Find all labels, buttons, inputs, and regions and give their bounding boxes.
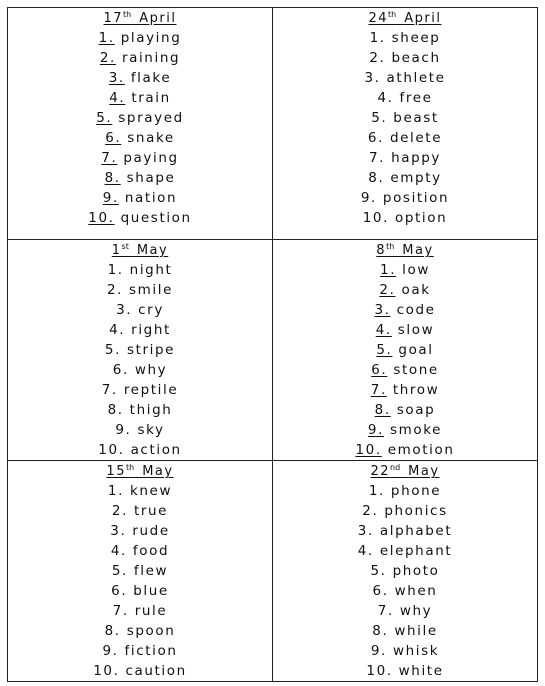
week-date-heading <box>273 242 537 260</box>
table-row <box>8 240 538 461</box>
spelling-word-item <box>273 300 537 320</box>
spelling-word-item <box>8 360 272 380</box>
word-number: 9. <box>370 643 387 659</box>
spelling-word-item <box>8 561 272 581</box>
spelling-word-item <box>273 68 537 88</box>
spelling-word-item <box>8 68 272 88</box>
spelling-word: cry <box>138 302 164 318</box>
word-number: 10. <box>366 663 393 679</box>
word-number: 4. <box>377 90 394 106</box>
word-number: 3. <box>108 70 125 86</box>
word-number: 8. <box>107 402 124 418</box>
week-date-heading <box>8 463 272 481</box>
word-number: 6. <box>371 362 388 378</box>
word-number: 6. <box>367 130 384 146</box>
spelling-word: throw <box>392 382 440 398</box>
spelling-word-item <box>273 581 537 601</box>
spelling-word-item <box>8 208 272 228</box>
word-number: 4. <box>109 322 126 338</box>
spelling-word-item <box>273 280 537 300</box>
word-number: 4. <box>109 90 126 106</box>
word-number: 5. <box>376 342 393 358</box>
word-number: 8. <box>104 170 121 186</box>
spelling-word-item <box>273 208 537 228</box>
word-number: 4. <box>375 322 392 338</box>
spelling-word: position <box>382 190 450 206</box>
date-suffix: th <box>388 10 397 19</box>
spelling-word-item <box>273 108 537 128</box>
spelling-word: alphabet <box>379 523 453 539</box>
spelling-word-item <box>273 501 537 521</box>
word-number: 1. <box>107 262 124 278</box>
spelling-word: beach <box>391 50 441 66</box>
spelling-word: beast <box>393 110 439 126</box>
spelling-word-item <box>8 601 272 621</box>
date-day: 24 <box>368 11 389 26</box>
week-cell <box>8 240 273 461</box>
spelling-word: soap <box>396 402 436 418</box>
spelling-word: right <box>131 322 171 338</box>
spelling-word-item <box>273 561 537 581</box>
spelling-word: flake <box>130 70 172 86</box>
spelling-word-list <box>8 481 272 681</box>
word-number: 1. <box>380 262 397 278</box>
spelling-word-item <box>8 320 272 340</box>
spelling-word: fiction <box>124 643 178 659</box>
word-number: 2. <box>379 282 396 298</box>
spelling-word-item <box>273 48 537 68</box>
word-number: 9. <box>102 190 119 206</box>
spelling-word: question <box>120 210 192 226</box>
spelling-word: sky <box>137 422 165 438</box>
spelling-word: knew <box>129 483 173 499</box>
spelling-word-item <box>8 260 272 280</box>
spelling-word: emotion <box>387 442 455 458</box>
word-number: 10. <box>362 210 389 226</box>
week-date-heading <box>273 10 537 28</box>
date-day: 22 <box>370 464 390 479</box>
spelling-word: slow <box>397 322 435 338</box>
spelling-word-item <box>8 641 272 661</box>
week-date-heading <box>8 242 272 260</box>
word-number: 6. <box>105 130 122 146</box>
spelling-word: stripe <box>126 342 176 358</box>
spelling-word: shape <box>126 170 176 186</box>
word-number: 6. <box>112 362 129 378</box>
spelling-word: rude <box>132 523 170 539</box>
spelling-word: spoon <box>126 623 176 639</box>
word-number: 3. <box>364 70 381 86</box>
week-date-heading <box>8 10 272 28</box>
date-gap <box>400 464 408 479</box>
date-day: 15 <box>106 464 126 479</box>
spelling-word-item <box>273 400 537 420</box>
word-number: 7. <box>112 603 129 619</box>
spelling-word-item <box>273 661 537 681</box>
spelling-word-item <box>273 380 537 400</box>
spelling-word-item <box>273 621 537 641</box>
date-day: 1 <box>111 243 122 258</box>
spelling-word-item <box>273 88 537 108</box>
word-number: 6. <box>111 583 128 599</box>
word-number: 3. <box>116 302 133 318</box>
spelling-word-item <box>8 168 272 188</box>
spelling-word: caution <box>125 663 187 679</box>
word-number: 2. <box>111 503 128 519</box>
spelling-word-item <box>273 28 537 48</box>
spelling-word-item <box>8 188 272 208</box>
spelling-word: photo <box>392 563 440 579</box>
spelling-word-list <box>8 260 272 460</box>
word-number: 2. <box>369 50 386 66</box>
spelling-word-item <box>273 641 537 661</box>
spelling-word: low <box>402 262 430 278</box>
spelling-word: why <box>134 362 168 378</box>
spelling-word-item <box>8 128 272 148</box>
word-number: 5. <box>371 110 388 126</box>
word-number: 5. <box>96 110 113 126</box>
date-suffix: th <box>123 10 132 19</box>
spelling-word: why <box>399 603 433 619</box>
spelling-word: reptile <box>123 382 179 398</box>
word-number: 4. <box>110 543 127 559</box>
date-suffix: st <box>121 242 129 251</box>
word-number: 10. <box>98 442 125 458</box>
spelling-word-item <box>273 128 537 148</box>
word-number: 10. <box>355 442 382 458</box>
spelling-word-list <box>273 481 537 681</box>
week-date-heading <box>273 463 537 481</box>
spelling-word: smile <box>129 282 174 298</box>
spelling-word-item <box>273 260 537 280</box>
spelling-word-item <box>273 148 537 168</box>
spelling-word-item <box>273 340 537 360</box>
word-number: 8. <box>372 623 389 639</box>
date-month: May <box>402 243 434 258</box>
spelling-word-item <box>8 380 272 400</box>
spelling-word-item <box>8 88 272 108</box>
word-number: 2. <box>362 503 379 519</box>
spelling-word-item <box>273 440 537 460</box>
week-cell <box>8 8 273 240</box>
spelling-word: delete <box>389 130 443 146</box>
spelling-word-item <box>8 621 272 641</box>
word-number: 3. <box>374 302 391 318</box>
word-number: 10. <box>88 210 115 226</box>
word-number: 1. <box>107 483 124 499</box>
word-number: 9. <box>367 422 384 438</box>
week-cell <box>273 240 538 461</box>
word-number: 8. <box>368 170 385 186</box>
spelling-word: stone <box>393 362 439 378</box>
week-cell <box>8 461 273 682</box>
spelling-word-item <box>8 400 272 420</box>
spelling-word: true <box>133 503 169 519</box>
spelling-word: night <box>129 262 173 278</box>
week-cell <box>273 461 538 682</box>
spelling-word: sprayed <box>118 110 184 126</box>
spelling-word-item <box>273 168 537 188</box>
date-month: April <box>139 11 177 26</box>
word-number: 4. <box>357 543 374 559</box>
word-number: 5. <box>104 342 121 358</box>
spelling-word-item <box>8 420 272 440</box>
spelling-word-item <box>8 48 272 68</box>
spelling-word: while <box>394 623 438 639</box>
spelling-word-item <box>273 481 537 501</box>
date-month: May <box>136 243 169 258</box>
spelling-word: sheep <box>391 30 441 46</box>
spelling-word-item <box>8 300 272 320</box>
table-row <box>8 461 538 682</box>
spelling-word: thigh <box>129 402 173 418</box>
date-month: April <box>404 11 442 26</box>
spelling-word-item <box>8 108 272 128</box>
date-day: 17 <box>103 11 124 26</box>
spelling-word: option <box>394 210 448 226</box>
date-suffix: th <box>125 463 135 472</box>
spelling-word-item <box>8 440 272 460</box>
spelling-word-item <box>273 420 537 440</box>
spelling-word: blue <box>133 583 169 599</box>
spelling-word: goal <box>398 342 434 358</box>
spelling-word: phone <box>390 483 442 499</box>
word-number: 3. <box>110 523 127 539</box>
word-number: 7. <box>101 150 118 166</box>
word-number: 2. <box>106 282 124 298</box>
word-number: 10. <box>93 663 120 679</box>
spelling-word: smoke <box>390 422 443 438</box>
spelling-word: flew <box>133 563 169 579</box>
word-number: 7. <box>368 150 386 166</box>
word-number: 6. <box>372 583 389 599</box>
spelling-word: phonics <box>384 503 448 519</box>
date-gap <box>129 243 137 258</box>
spelling-word: food <box>132 543 170 559</box>
word-number: 9. <box>360 190 377 206</box>
word-number: 1. <box>98 30 115 46</box>
word-number: 2. <box>99 50 116 66</box>
spelling-word: athlete <box>386 70 446 86</box>
date-month: May <box>408 464 440 479</box>
spelling-word-item <box>8 148 272 168</box>
spelling-word: elephant <box>379 543 453 559</box>
spelling-word-item <box>8 581 272 601</box>
spelling-word-list <box>8 28 272 228</box>
week-cell <box>273 8 538 240</box>
word-number: 5. <box>370 563 387 579</box>
word-number: 1. <box>368 483 385 499</box>
word-number: 7. <box>101 382 118 398</box>
spelling-word-item <box>273 541 537 561</box>
word-number: 7. <box>377 603 394 619</box>
spelling-word: oak <box>401 282 431 298</box>
spelling-word: happy <box>391 150 442 166</box>
spelling-word-item <box>8 340 272 360</box>
table-row <box>8 8 538 240</box>
spelling-word-item <box>8 481 272 501</box>
date-suffix: th <box>386 242 395 251</box>
spelling-word-item <box>8 28 272 48</box>
spelling-word: empty <box>390 170 442 186</box>
spelling-word-list <box>273 260 537 460</box>
spelling-word: whisk <box>392 643 440 659</box>
spelling-list-table <box>7 7 538 682</box>
spelling-word: code <box>396 302 436 318</box>
date-month: May <box>142 464 174 479</box>
spelling-word: nation <box>124 190 178 206</box>
spelling-word: when <box>394 583 438 599</box>
spelling-word: action <box>130 442 182 458</box>
spelling-word: raining <box>121 50 181 66</box>
spelling-word: white <box>398 663 444 679</box>
word-number: 3. <box>357 523 374 539</box>
spelling-word-item <box>273 360 537 380</box>
spelling-word-item <box>8 661 272 681</box>
spelling-word: snake <box>127 130 175 146</box>
spelling-word-item <box>273 188 537 208</box>
spelling-word: playing <box>120 30 182 46</box>
spelling-word: rule <box>134 603 168 619</box>
spelling-word-item <box>8 280 272 300</box>
word-number: 8. <box>374 402 391 418</box>
spelling-word-item <box>273 521 537 541</box>
word-number: 5. <box>111 563 128 579</box>
spelling-word-item <box>8 541 272 561</box>
date-suffix: nd <box>390 463 401 472</box>
word-number: 7. <box>370 382 387 398</box>
spelling-word: train <box>131 90 171 106</box>
word-number: 9. <box>102 643 119 659</box>
date-day: 8 <box>376 243 387 258</box>
spelling-word: paying <box>123 150 179 166</box>
spelling-word-item <box>8 501 272 521</box>
word-number: 9. <box>115 422 132 438</box>
word-number: 8. <box>104 623 121 639</box>
spelling-word-item <box>273 320 537 340</box>
spelling-word-list <box>273 28 537 228</box>
spelling-word: free <box>399 90 433 106</box>
word-number: 1. <box>369 30 386 46</box>
spelling-word-item <box>273 601 537 621</box>
date-gap <box>134 464 142 479</box>
spelling-word-item <box>8 521 272 541</box>
